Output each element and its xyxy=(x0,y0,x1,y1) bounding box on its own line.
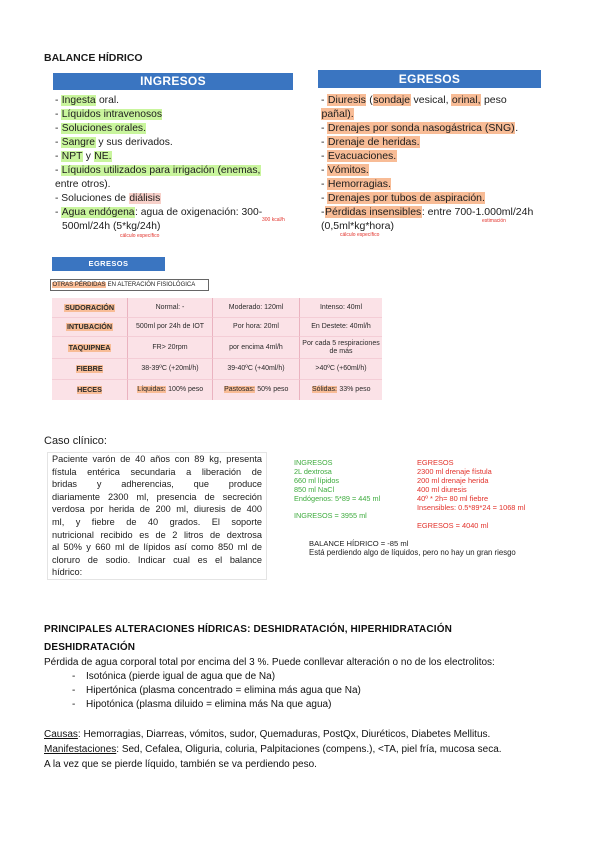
weight-loss-note: A la vez que se pierde líquido, también se va perdiendo peso. xyxy=(44,759,317,770)
text-segment: - xyxy=(55,165,62,176)
ingresos-list xyxy=(55,94,262,234)
text-segment: - xyxy=(321,178,328,190)
manifestaciones-text: : Sed, Cefalea, Oliguria, coluria, Palpitaciones (compens.), <TA, piel fría, mucosa seca. xyxy=(116,744,502,755)
caso-text-line: bridas y adherencias, que produce xyxy=(52,479,262,490)
highlighted-text: orinal, xyxy=(451,94,481,106)
bullet-dash: - xyxy=(72,699,76,710)
text-segment: Por hora: 20ml xyxy=(233,323,279,330)
text-segment: - xyxy=(55,137,62,148)
highlighted-text: Drenajes por sonda nasogástrica (SNG) xyxy=(327,122,515,134)
text-segment: Moderado: 120ml xyxy=(228,303,284,311)
red-annotation: estimación xyxy=(482,218,506,224)
deshidratacion-type xyxy=(72,670,275,684)
table-row-label-cell xyxy=(52,318,128,337)
table-cell xyxy=(128,298,213,318)
table-cell-text xyxy=(302,340,380,356)
text-segment: - xyxy=(55,207,62,218)
table-row-label-cell xyxy=(52,380,128,400)
table-cell-text xyxy=(311,323,371,331)
otras-perdidas-header: EGRESOS xyxy=(52,257,165,271)
highlighted-text: Pérdidas insensibles xyxy=(325,206,422,218)
ingresos-list-line xyxy=(55,122,262,136)
ingresos-list-line xyxy=(55,206,262,220)
egresos-list-line xyxy=(321,149,533,163)
bullet-dash: - xyxy=(72,671,76,682)
table-cell xyxy=(300,380,382,400)
text-segment: oral. xyxy=(96,95,119,106)
caso-text-line: diariamente 2300 ml, presencia de secreción xyxy=(52,491,262,502)
table-cell-text xyxy=(141,365,198,373)
highlighted-text: NE. xyxy=(94,151,112,162)
egresos-total: EGRESOS = 4040 ml xyxy=(417,521,489,530)
table-cell xyxy=(213,337,300,359)
text-segment: >40ºC (+60ml/h) xyxy=(315,365,367,372)
text-segment: . xyxy=(515,122,519,134)
ingresos-list-line xyxy=(55,192,262,206)
caso-text-line: verdosa por herida de 200 ml, diuresis de 400 xyxy=(52,504,262,515)
egresos-list-line xyxy=(321,93,533,107)
highlighted-text: Hemorragias. xyxy=(327,178,391,190)
text-segment: - xyxy=(321,206,325,218)
highlighted-text: Líquidas: xyxy=(137,386,166,393)
ingresos-list-line xyxy=(55,164,262,178)
highlighted-text: Sólidas: xyxy=(312,386,337,393)
red-annotation: cálculo específico xyxy=(340,232,380,238)
table-row-label-cell xyxy=(52,298,128,318)
text-segment: FR> 20rpm xyxy=(152,343,188,351)
egresos-calc-line: 400 ml diuresis xyxy=(417,485,467,494)
ingresos-list-line xyxy=(55,136,262,150)
table-cell xyxy=(300,359,382,380)
highlighted-text: Líquidos intravenosos xyxy=(61,109,162,120)
table-cell xyxy=(213,380,300,400)
highlighted-text: pañal). xyxy=(321,108,354,120)
caso-text-line: ml, y fiebre de 40 grados. El soporte xyxy=(52,516,262,527)
causas-line xyxy=(44,728,490,742)
table-cell xyxy=(128,318,213,337)
ingresos-list-line xyxy=(55,150,262,164)
deshidratacion-type-text: Hipotónica (plasma diluido = elimina más Na que agua) xyxy=(86,699,332,710)
ingresos-calc-line: 2L dextrosa xyxy=(294,467,332,476)
balance-result: BALANCE HÍDRICO = -85 ml xyxy=(309,539,409,548)
caso-text-line: Paciente varón de 40 años con 89 kg, presenta xyxy=(52,454,262,464)
ingresos-calculation xyxy=(294,458,380,503)
highlighted-text: Pastosas: xyxy=(224,386,255,393)
caso-text-line: al 50% y 660 ml de lípidos así como 850 ml de xyxy=(52,542,262,553)
text-segment: por encima 4ml/h xyxy=(229,343,283,351)
egresos-list-line xyxy=(321,135,533,149)
text-segment: 500ml por 24h de IOT xyxy=(135,323,205,330)
text-segment: 50% peso xyxy=(255,386,289,393)
table-cell-text xyxy=(224,386,289,394)
section-subheading: DESHIDRATACIÓN xyxy=(44,642,136,653)
table-cell-text xyxy=(233,323,279,331)
text-segment: - xyxy=(321,192,328,204)
text-segment: - xyxy=(321,164,328,176)
egresos-list xyxy=(321,93,533,233)
table-cell-text xyxy=(320,304,362,312)
highlighted-text: Drenaje de heridas. xyxy=(327,136,420,148)
table-row-label: FIEBRE xyxy=(76,364,103,373)
ingresos-list-line xyxy=(55,94,262,108)
table-cell-text xyxy=(315,365,366,373)
red-annotation: cálculo específico xyxy=(120,233,160,239)
causas-label: Causas xyxy=(44,729,78,740)
caso-text-line: fístula entérica secundaria a liberación de xyxy=(52,466,262,477)
ingresos-calc-line: INGRESOS xyxy=(294,458,333,467)
table-cell xyxy=(300,337,382,359)
highlighted-text: Drenajes por tubos de aspiración. xyxy=(327,192,485,204)
highlighted-text: NPT xyxy=(61,151,83,162)
text-segment: 33% peso xyxy=(337,386,371,393)
text-segment: (0,5ml*kg*hora) xyxy=(321,220,394,232)
table-row-label-cell xyxy=(52,359,128,380)
manifestaciones-line xyxy=(44,743,502,757)
page-title: BALANCE HÍDRICO xyxy=(44,52,143,64)
egresos-calculation xyxy=(417,458,525,512)
text-segment: - xyxy=(55,109,62,120)
table-cell-text xyxy=(312,386,371,394)
table-cell-text xyxy=(227,365,284,373)
highlighted-text: Líquidos utilizados para irrigación (enemas, xyxy=(61,165,261,176)
highlighted-text: sondaje xyxy=(373,94,411,106)
egresos-calc-line: 2300 ml drenaje fístula xyxy=(417,467,492,476)
deshidratacion-type xyxy=(72,698,331,712)
table-cell xyxy=(213,359,300,380)
otras-perdidas-label xyxy=(50,279,209,291)
red-annotation: 300 kcal/h xyxy=(262,217,285,223)
table-row-label: SUDORACIÓN xyxy=(64,302,115,312)
table-row-label: INTUBACIÓN xyxy=(66,322,113,331)
table-cell-text xyxy=(229,304,283,312)
table-row-label-cell xyxy=(52,337,128,359)
text-segment: - xyxy=(321,122,328,134)
text-segment: 39-40ºC (+40ml/h) xyxy=(227,365,285,372)
highlighted-text: Ingesta xyxy=(61,95,96,106)
egresos-header: EGRESOS xyxy=(318,70,541,88)
deshidratacion-type xyxy=(72,684,361,698)
section-heading: PRINCIPALES ALTERACIONES HÍDRICAS: DESHIDRATACIÓN, HIPERHIDRATACIÓN xyxy=(44,624,453,635)
table-cell xyxy=(128,380,213,400)
highlighted-text: Sangre xyxy=(61,137,96,148)
egresos-list-line xyxy=(321,177,533,191)
text-segment: - xyxy=(55,95,62,106)
highlighted-text: Vómitos. xyxy=(327,164,369,176)
egresos-calc-line: 200 ml drenaje herida xyxy=(417,476,489,485)
otras-perdidas-table xyxy=(52,298,382,400)
text-segment: Intenso: 40ml xyxy=(319,303,363,311)
table-cell-text xyxy=(152,344,187,352)
text-segment: : entre 700-1.000ml/24h xyxy=(421,206,534,218)
caso-clinico-label: Caso clínico: xyxy=(44,435,107,447)
deshidratacion-type-text: Hipertónica (plasma concentrado = elimina más agua que Na) xyxy=(86,685,361,696)
ingresos-list-line xyxy=(55,108,262,122)
highlighted-text: Soluciones orales. xyxy=(61,123,146,134)
text-segment: 500ml/24h (5*kg/24h) xyxy=(62,221,161,232)
table-row-label: TAQUIPNEA xyxy=(68,342,111,352)
highlighted-text: diálisis xyxy=(129,193,161,204)
text-segment: entre otros). xyxy=(55,179,111,190)
table-cell-text xyxy=(137,386,203,394)
egresos-list-line xyxy=(321,107,533,121)
table-cell-text xyxy=(229,344,283,352)
highlighted-text: Diuresis xyxy=(327,94,366,106)
ingresos-calc-line: Endógenos: 5*89 = 445 ml xyxy=(294,494,381,503)
text-segment: - xyxy=(321,150,328,162)
egresos-calc-line: EGRESOS xyxy=(417,458,454,467)
highlighted-text: Agua endógena xyxy=(61,207,135,218)
ingresos-calc-line: 660 ml lípidos xyxy=(294,476,340,485)
text-segment: Por cada 5 respiraciones de más xyxy=(302,339,380,355)
text-segment: peso xyxy=(481,94,507,106)
text-segment: y xyxy=(82,151,94,162)
caso-text-line: hídrico: xyxy=(52,567,83,578)
caso-text-line: cloruro de sodio. Indicar cual es el balance xyxy=(52,554,262,565)
egresos-calc-line: 40º * 2h= 80 ml fiebre xyxy=(417,494,489,503)
egresos-list-line xyxy=(321,191,533,205)
ingresos-list-line xyxy=(55,178,262,192)
ingresos-total: INGRESOS = 3955 ml xyxy=(294,511,367,520)
deshidratacion-type-text: Isotónica (pierde igual de agua que de Na) xyxy=(86,671,276,682)
egresos-calc-line: Insensibles: 0.5*89*24 = 1068 ml xyxy=(417,503,526,512)
text-segment: 100% peso xyxy=(166,386,204,393)
text-segment: - xyxy=(55,151,62,162)
text-segment: vesical, xyxy=(410,94,452,106)
causas-text: : Hemorragias, Diarreas, vómitos, sudor, Quemaduras, PostQx, Diuréticos, Diabetes Mellitus. xyxy=(77,729,491,740)
table-cell-text xyxy=(136,323,204,331)
balance-conclusion: Está perdiendo algo de líquidos, pero no hay un gran riesgo xyxy=(309,548,516,557)
ingresos-list-line xyxy=(55,220,262,234)
text-segment: y sus derivados. xyxy=(95,137,173,148)
ingresos-calc-line: 850 ml NaCl xyxy=(294,485,335,494)
caso-clinico-box xyxy=(47,452,267,580)
table-cell xyxy=(213,298,300,318)
text-segment: EN ALTERACIÓN FISIOLÓGICA xyxy=(106,282,196,288)
table-row-label: HECES xyxy=(77,385,102,394)
text-segment: - xyxy=(321,94,328,106)
text-segment: Normal: - xyxy=(155,303,185,311)
egresos-list-line xyxy=(321,205,533,219)
text-segment: - Soluciones de xyxy=(55,193,129,204)
table-cell xyxy=(128,337,213,359)
bullet-dash: - xyxy=(72,685,76,696)
caso-text-line: nutricional recibido es de 2 litros de dextrosa xyxy=(52,529,262,540)
table-cell-text xyxy=(156,304,185,312)
text-segment: - xyxy=(321,136,328,148)
deshidratacion-definition: Pérdida de agua corporal total por encima del 3 %. Puede conllevar alteración o no de los electrolitos: xyxy=(44,657,495,668)
table-cell xyxy=(300,318,382,337)
text-segment: ( xyxy=(366,94,373,106)
ingresos-header: INGRESOS xyxy=(53,73,293,90)
table-cell xyxy=(213,318,300,337)
table-cell xyxy=(128,359,213,380)
text-segment: : agua de oxigenación: 300- xyxy=(135,207,263,218)
text-segment: 38-39ºC (+20ml/h) xyxy=(141,365,199,372)
egresos-list-line xyxy=(321,121,533,135)
manifestaciones-label: Manifestaciones xyxy=(44,744,117,755)
highlighted-text: Evacuaciones. xyxy=(327,150,397,162)
table-cell xyxy=(300,298,382,318)
text-segment: - xyxy=(55,123,62,134)
text-segment: En Destete: 40ml/h xyxy=(311,323,371,330)
egresos-list-line xyxy=(321,163,533,177)
highlighted-text: OTRAS PÉRDIDAS xyxy=(52,282,106,288)
